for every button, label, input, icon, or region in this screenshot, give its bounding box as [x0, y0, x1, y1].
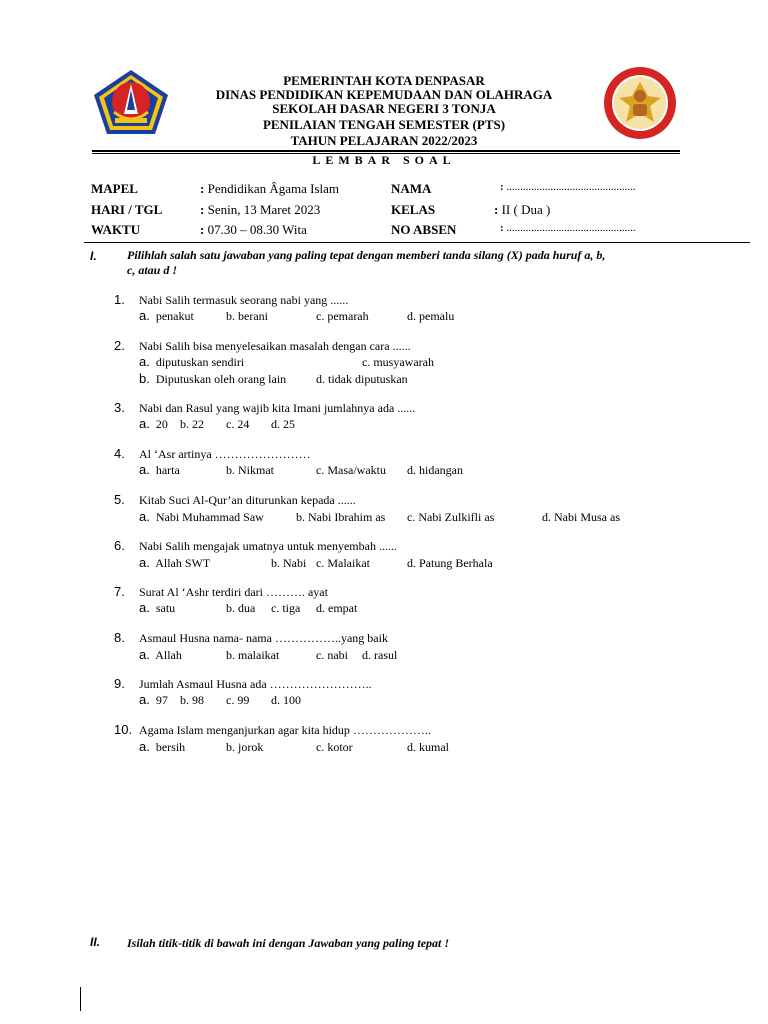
option-b[interactable]: b. Diputuskan oleh orang lain [139, 371, 287, 386]
option-a[interactable]: a. Allah [139, 647, 182, 662]
option-d[interactable]: d. Nabi Musa as [542, 510, 620, 524]
option-d[interactable]: d. rasul [362, 648, 398, 662]
option-a[interactable]: a. harta [139, 462, 180, 477]
option-b[interactable]: b. Nikmat [226, 463, 274, 477]
option-c[interactable]: c. Masa/waktu [316, 463, 386, 477]
option-b[interactable]: b. 22 [180, 417, 204, 431]
question-text: Nabi Salih mengajak umatnya untuk menyembah ...... [139, 539, 397, 553]
option-b[interactable]: b. Nabi [271, 556, 307, 570]
option-a[interactable]: a. satu [139, 600, 176, 615]
option-d[interactable]: d. hidangan [407, 463, 463, 477]
option-d[interactable]: d. pemalu [407, 309, 455, 323]
option-a[interactable]: a. diputuskan sendiri [139, 354, 245, 369]
question-text: Al ‘Asr artinya …………………… [139, 447, 311, 461]
option-b[interactable]: b. 98 [180, 693, 204, 707]
absen-label: NO ABSEN [391, 222, 457, 237]
option-b[interactable]: b. malaikat [226, 648, 280, 662]
question-number: 8. [114, 630, 125, 645]
option-b[interactable]: b. jorok [226, 740, 264, 754]
question-text: Nabi Salih termasuk seorang nabi yang ...... [139, 293, 349, 307]
option-c[interactable]: c. nabi [316, 648, 348, 662]
header-line-department: DINAS PENDIDIKAN KEPEMUDAAN DAN OLAHRAGA [215, 87, 553, 102]
nama-label: NAMA [391, 181, 432, 196]
option-c[interactable]: c. Nabi Zulkifli as [407, 510, 495, 524]
option-a[interactable]: a. Nabi Muhammad Saw [139, 509, 264, 524]
option-c[interactable]: c. musyawarah [362, 355, 434, 369]
hari-value: : Senin, 13 Maret 2023 [200, 202, 321, 217]
kelas-label: KELAS [391, 202, 436, 217]
question-number: 10. [114, 722, 133, 737]
question-text: Surat Al ‘Ashr terdiri dari ………. ayat [139, 585, 328, 599]
option-a[interactable]: a. 20 [139, 416, 168, 431]
question-number: 4. [114, 446, 125, 461]
section-2-number: II. [90, 935, 101, 949]
hari-label: HARI / TGL [91, 202, 163, 217]
text-cursor [80, 987, 81, 1011]
info-divider [84, 242, 750, 243]
option-d[interactable]: d. empat [316, 601, 358, 615]
question-text: Nabi Salih bisa menyelesaikan masalah dengan cara ...... [139, 339, 411, 353]
absen-field[interactable]: : ............................................... [500, 222, 636, 234]
section-1-instruction: Pilihlah salah satu jawaban yang paling tepat dengan memberi tanda silang (X) pada huruf a, b, c, atau d ! [127, 248, 606, 277]
question-text: Agama Islam menganjurkan agar kita hidup ……………….. [139, 723, 431, 737]
option-b[interactable]: b. dua [226, 601, 256, 615]
header-line-exam: PENILAIAN TENGAH SEMESTER (PTS) [262, 117, 506, 132]
option-c[interactable]: c. pemarah [316, 309, 369, 323]
header-line-school: SEKOLAH DASAR NEGERI 3 TONJA [272, 101, 496, 116]
section-1-number: I. [90, 249, 97, 263]
option-c[interactable]: c. kotor [316, 740, 353, 754]
question-number: 9. [114, 676, 125, 691]
question-number: 3. [114, 400, 125, 415]
question-text: Nabi dan Rasul yang wajib kita Imani jumlahnya ada ...... [139, 401, 416, 415]
question-text: Kitab Suci Al-Qur’an diturunkan kepada ...... [139, 493, 356, 507]
option-c[interactable]: c. Malaikat [316, 556, 370, 570]
option-a[interactable]: a. Allah SWT [139, 555, 211, 570]
question-text: Asmaul Husna nama- nama ……………..yang baik [139, 631, 388, 645]
option-b[interactable]: b. berani [226, 309, 268, 323]
question-number: 6. [114, 538, 125, 553]
question-number: 5. [114, 492, 125, 507]
waktu-label: WAKTU [91, 222, 141, 237]
option-d[interactable]: d. tidak diputuskan [316, 372, 408, 386]
option-c[interactable]: c. 24 [226, 417, 250, 431]
mapel-value: : Pendidikan Ȃgama Islam [200, 181, 340, 196]
header-line-government: PEMERINTAH KOTA DENPASAR [283, 73, 485, 88]
mapel-label: MAPEL [91, 181, 138, 196]
option-d[interactable]: d. 100 [271, 693, 301, 707]
option-a[interactable]: a. 97 [139, 692, 168, 707]
nama-field[interactable]: : ............................................... [500, 181, 636, 193]
header-divider-thick [92, 150, 680, 152]
option-c[interactable]: c. 99 [226, 693, 250, 707]
option-d[interactable]: d. kumal [407, 740, 449, 754]
question-number: 1. [114, 292, 125, 307]
waktu-value: : 07.30 – 08.30 Wita [200, 222, 307, 237]
option-c[interactable]: c. tiga [271, 601, 301, 615]
question-number: 7. [114, 584, 125, 599]
option-a[interactable]: a. penakut [139, 308, 194, 323]
question-number: 2. [114, 338, 125, 353]
option-d[interactable]: d. Patung Berhala [407, 556, 493, 570]
option-a[interactable]: a. bersih [139, 739, 186, 754]
section-2-instruction: Isilah titik-titik di bawah ini dengan Jawaban yang paling tepat ! [127, 936, 450, 950]
sheet-title: LEMBAR SOAL [312, 153, 456, 167]
kelas-value: : II ( Dua ) [494, 202, 551, 217]
option-b[interactable]: b. Nabi Ibrahim as [296, 510, 386, 524]
option-d[interactable]: d. 25 [271, 417, 295, 431]
header-line-year: TAHUN PELAJARAN 2022/2023 [290, 133, 478, 148]
question-text: Jumlah Asmaul Husna ada …………………….. [139, 677, 372, 691]
